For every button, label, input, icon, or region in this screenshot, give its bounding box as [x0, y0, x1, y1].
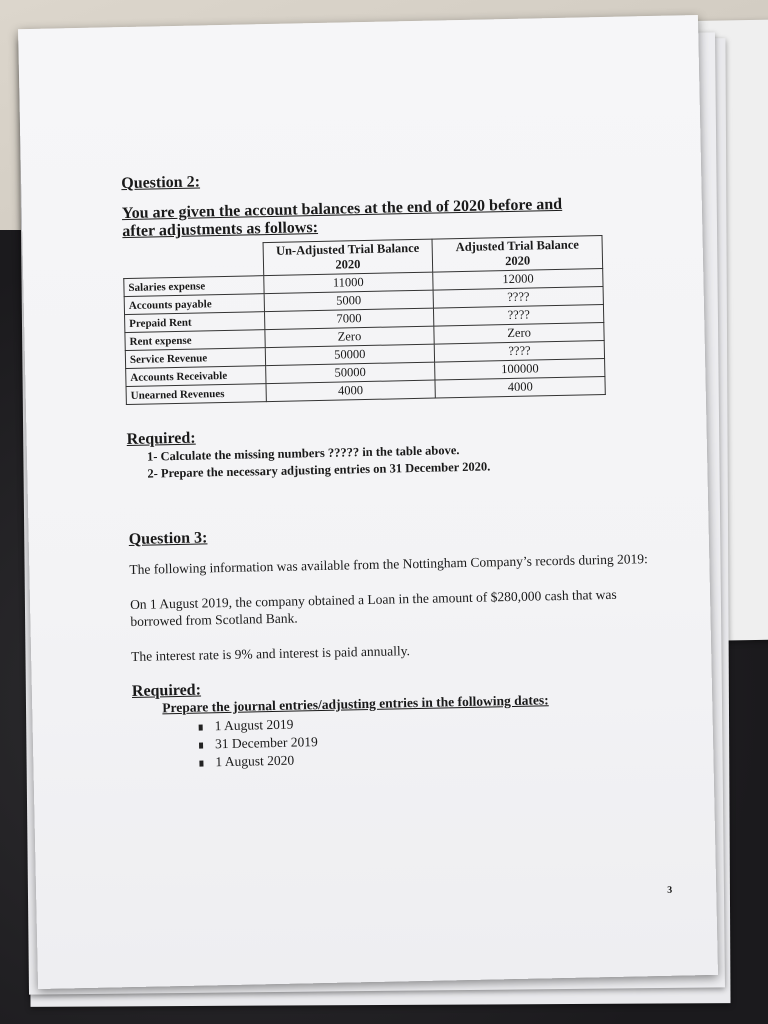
question3-para1: The following information was available from the Nottingham Company’s records during 2019: [129, 551, 648, 578]
date-text: 1 August 2020 [215, 752, 295, 770]
square-bullet-icon [199, 760, 203, 766]
required-item: 2- Prepare the necessary adjusting entries on 31 December 2020. [147, 459, 491, 481]
adjusted-header-label: Adjusted Trial Balance [455, 237, 580, 255]
unadjusted-header [263, 239, 433, 276]
question2-intro [122, 194, 663, 241]
square-bullet-icon [199, 724, 203, 730]
date-text: 31 December 2019 [214, 734, 318, 752]
question3-title: Question 3: [128, 529, 208, 549]
adjusted-value: ???? [433, 287, 603, 309]
required-title: Required: [126, 429, 196, 449]
table-corner-cell [123, 243, 263, 279]
unadjusted-value: 4000 [266, 380, 436, 402]
dates-list [198, 708, 673, 772]
adjusted-value: 4000 [435, 377, 605, 399]
adjusted-value: Zero [434, 323, 604, 345]
trial-balance-table [123, 235, 606, 405]
question2-intro-line1: You are given the account balances at the end of 2020 before and [121, 195, 563, 223]
unadjusted-header-label: Un-Adjusted Trial Balance [275, 240, 420, 258]
required-title: Required: [131, 681, 202, 700]
row-label: Service Revenue [125, 348, 265, 369]
adjusted-value: 100000 [435, 359, 605, 381]
unadjusted-header-year: 2020 [335, 257, 361, 272]
unadjusted-value: 7000 [264, 308, 434, 330]
adjusted-value: ???? [434, 341, 604, 363]
row-label: Salaries expense [124, 276, 264, 297]
question2-required [126, 420, 667, 483]
adjusted-value: 12000 [433, 269, 603, 291]
row-label: Unearned Revenues [126, 384, 266, 405]
date-text: 1 August 2019 [214, 716, 294, 734]
unadjusted-value: Zero [264, 326, 434, 348]
question2-title: Question 2: [121, 173, 201, 193]
unadjusted-value: 5000 [264, 290, 434, 312]
row-label: Accounts payable [124, 294, 264, 315]
adjusted-header [432, 236, 602, 273]
adjusted-header-year: 2020 [504, 253, 531, 269]
question2-intro-line2: after adjustments as follows: [122, 218, 319, 241]
prepare-heading: Prepare the journal entries/adjusting entries in the following dates: [162, 692, 549, 716]
unadjusted-value: 11000 [263, 272, 433, 294]
question3-section [129, 520, 674, 773]
required-item: 1- Calculate the missing numbers ????? in the table above. [146, 443, 460, 464]
question3-para3: The interest rate is 9% and interest is paid annually. [131, 643, 411, 664]
unadjusted-value: 50000 [265, 362, 435, 384]
page-content [121, 164, 673, 773]
document-page [18, 15, 718, 989]
question3-para2: On 1 August 2019, the company obtained a Loan in the amount of $280,000 cash that was borrowed from Scotland Bank. [129, 586, 617, 629]
unadjusted-value: 50000 [265, 344, 435, 366]
page-number: 3 [667, 884, 673, 896]
row-label: Rent expense [125, 330, 265, 351]
row-label: Prepaid Rent [125, 312, 265, 333]
square-bullet-icon [199, 742, 203, 748]
row-label: Accounts Receivable [126, 366, 266, 387]
adjusted-value: ???? [434, 305, 604, 327]
